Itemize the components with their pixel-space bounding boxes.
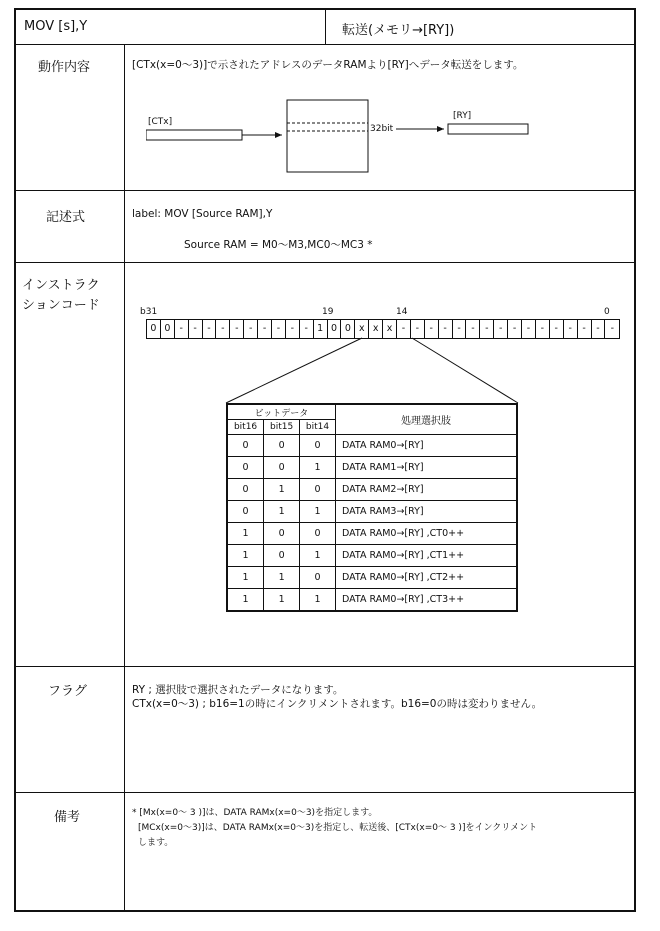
row-divider xyxy=(16,666,634,667)
bit-cell: - xyxy=(425,320,439,338)
bit-cell: 0 xyxy=(161,320,175,338)
bit-cell: 1 xyxy=(314,320,328,338)
table-cell: DATA RAM0→[RY] ,CT1++ xyxy=(336,545,518,567)
ctx-label: [CTx] xyxy=(148,117,173,127)
bit-cell: - xyxy=(536,320,550,338)
table-cell: 0 xyxy=(227,479,264,501)
table-cell: 0 xyxy=(300,479,336,501)
table-cell: 0 xyxy=(264,457,300,479)
bit-data-header: ビットデータ xyxy=(227,404,336,420)
bit-cell: - xyxy=(203,320,217,338)
bit-cell: - xyxy=(480,320,494,338)
table-cell: 0 xyxy=(300,435,336,457)
table-cell: 0 xyxy=(264,523,300,545)
code-label-line1: インストラク xyxy=(22,278,100,293)
instruction-name: MOV [s],Y xyxy=(24,19,88,34)
table-cell: 1 xyxy=(264,567,300,589)
zoom-lines xyxy=(16,10,636,410)
instruction-title: 転送(メモリ→[RY]) xyxy=(342,23,455,38)
table-cell: 1 xyxy=(264,479,300,501)
instruction-sheet xyxy=(14,8,636,912)
bit-cell: - xyxy=(230,320,244,338)
bit0-label: 0 xyxy=(604,307,610,317)
bit-cell: - xyxy=(578,320,592,338)
bit-cell: x xyxy=(383,320,397,338)
table-row xyxy=(227,545,517,567)
table-row xyxy=(227,435,517,457)
table-cell: 0 xyxy=(227,501,264,523)
table-row xyxy=(227,501,517,523)
syntax-label: 記述式 xyxy=(46,210,86,225)
table-cell: DATA RAM1→[RY] xyxy=(336,457,518,479)
table-cell: 1 xyxy=(300,589,336,612)
table-cell: DATA RAM3→[RY] xyxy=(336,501,518,523)
table-cell: 0 xyxy=(300,567,336,589)
bit-cell: - xyxy=(189,320,203,338)
table-cell: 1 xyxy=(227,545,264,567)
notes-label: 備考 xyxy=(54,810,81,825)
bit-cell: - xyxy=(550,320,564,338)
table-row xyxy=(227,479,517,501)
column-header: bit16 xyxy=(227,420,264,435)
ry-label: [RY] xyxy=(453,111,472,121)
table-cell: 0 xyxy=(227,435,264,457)
table-row xyxy=(227,523,517,545)
table-cell: 1 xyxy=(300,457,336,479)
bit19-label: 19 xyxy=(322,307,334,317)
column-header: bit14 xyxy=(300,420,336,435)
flag-label: フラグ xyxy=(48,684,88,699)
table-cell: 1 xyxy=(300,501,336,523)
table-cell: 0 xyxy=(227,457,264,479)
bit14-label: 14 xyxy=(396,307,408,317)
bit-cell: - xyxy=(300,320,314,338)
bit-cell: - xyxy=(244,320,258,338)
table-cell: 1 xyxy=(264,589,300,612)
bit-cell: - xyxy=(610,323,615,334)
table-cell: 0 xyxy=(300,523,336,545)
table-row xyxy=(227,457,517,479)
code-label-line2: ションコード xyxy=(22,298,100,313)
notes-line1: * [Mx(x=0〜 3 )]は、DATA RAMx(x=0〜3)を指定します。 xyxy=(132,808,378,818)
table-cell: DATA RAM2→[RY] xyxy=(336,479,518,501)
table-cell: DATA RAM0→[RY] ,CT2++ xyxy=(336,567,518,589)
bit-selection-table xyxy=(226,403,518,612)
bitwidth-label: 32bit xyxy=(370,124,394,134)
table-cell: 0 xyxy=(264,435,300,457)
operation-label: 動作内容 xyxy=(38,60,91,75)
notes-line3: します。 xyxy=(138,838,174,848)
bit-cell: x xyxy=(355,320,369,338)
bit-cell: - xyxy=(466,320,480,338)
bit-cell: - xyxy=(397,320,411,338)
zoom-line-left xyxy=(226,338,362,403)
operation-text: [CTx(x=0〜3)]で示されたアドレスのデータRAMより[RY]へデータ転送をします。 xyxy=(132,59,524,71)
column-header: bit15 xyxy=(264,420,300,435)
bit-cell: - xyxy=(592,320,606,338)
syntax-line1: label: MOV [Source RAM],Y xyxy=(132,208,273,220)
row-divider xyxy=(16,792,634,793)
bit-cell: - xyxy=(258,320,272,338)
bit-cell: - xyxy=(272,320,286,338)
table-cell: DATA RAM0→[RY] ,CT3++ xyxy=(336,589,518,612)
bit-cell: - xyxy=(508,320,522,338)
bit-cell: - xyxy=(494,320,508,338)
table-row xyxy=(227,589,517,612)
table-cell: DATA RAM0→[RY] xyxy=(336,435,518,457)
bit31-label: b31 xyxy=(140,307,158,317)
bit-cell: x xyxy=(369,320,383,338)
bit-cell: 0 xyxy=(341,320,355,338)
bit-cell: - xyxy=(439,320,453,338)
flag-line1: RY ; 選択肢で選択されたデータになります。 xyxy=(132,684,344,696)
flag-line2: CTx(x=0〜3) ; b16=1の時にインクリメントされます。b16=0の時は変わりません。 xyxy=(132,698,543,710)
table-cell: DATA RAM0→[RY] ,CT0++ xyxy=(336,523,518,545)
table-row xyxy=(227,567,517,589)
zoom-line-right xyxy=(412,338,518,403)
table-cell: 1 xyxy=(300,545,336,567)
bit-cell: 0 xyxy=(328,320,342,338)
table-cell: 0 xyxy=(264,545,300,567)
table-cell: 1 xyxy=(227,589,264,612)
bit-cell: 0 xyxy=(147,320,161,338)
table-cell: 1 xyxy=(227,567,264,589)
bit-cell: - xyxy=(564,320,578,338)
notes-line2: [MCx(x=0〜3)]は、DATA RAMx(x=0〜3)を指定し、転送後、[CTx(x=0〜 3 )]をインクリメント xyxy=(138,823,538,833)
bit-cell: - xyxy=(175,320,189,338)
bit-cell: - xyxy=(411,320,425,338)
bit-cell: - xyxy=(522,320,536,338)
bit-cell: - xyxy=(453,320,467,338)
action-header: 処理選択肢 xyxy=(336,404,518,435)
syntax-line2: Source RAM = M0〜M3,MC0〜MC3 * xyxy=(184,239,373,251)
table-cell: 1 xyxy=(264,501,300,523)
table-cell: 1 xyxy=(227,523,264,545)
bit-cell: - xyxy=(286,320,300,338)
bit-cell: - xyxy=(216,320,230,338)
